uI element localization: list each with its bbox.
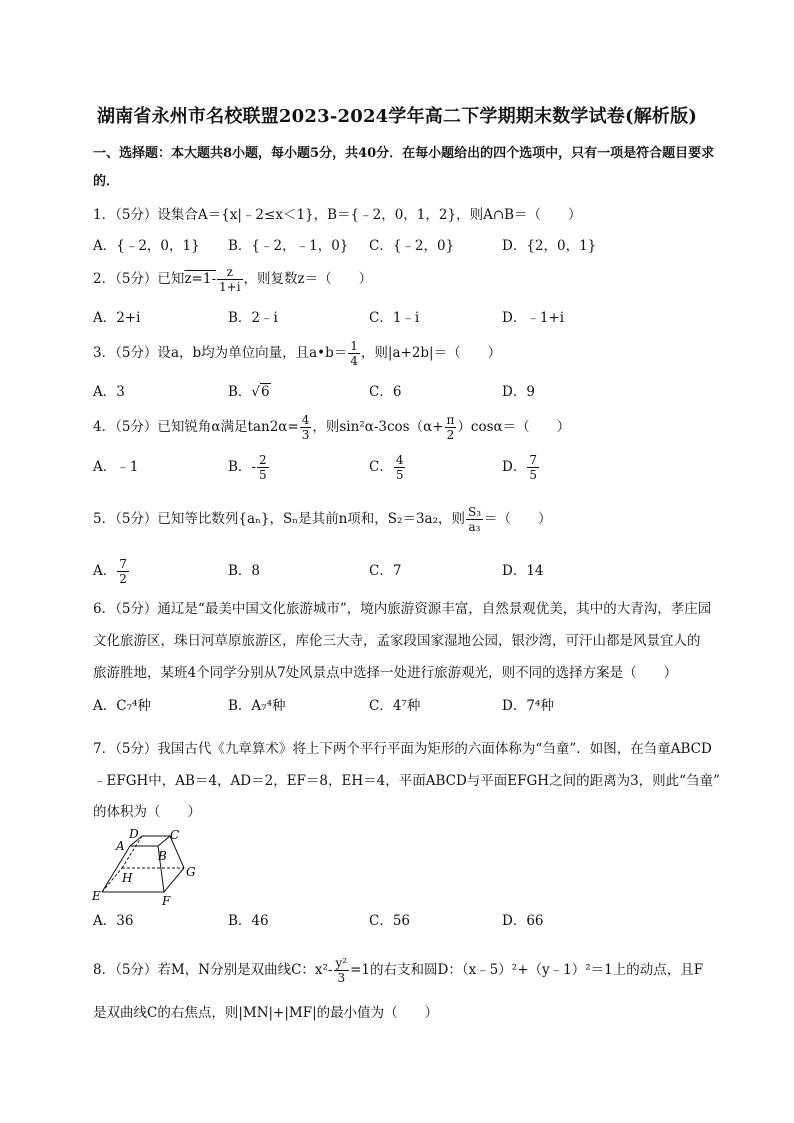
frustum-diagram (88, 826, 208, 906)
question-1: 1．（5分）设集合A＝{x|﹣2≤x＜1}，B＝{﹣2，0，1，2}，则A∩B＝（ ） (93, 207, 582, 223)
q7-option-d[interactable]: D．66 (502, 913, 544, 929)
q4-option-b-label: B． (228, 459, 252, 475)
q4-option-a[interactable]: A．﹣1 (93, 459, 139, 475)
q3-option-a[interactable]: A．3 (93, 384, 125, 400)
question-7-line-3: 的体积为（ ） (93, 804, 201, 820)
q5-option-a-den: 2 (119, 572, 127, 586)
q5-fraction (466, 505, 483, 534)
q2-option-a[interactable]: A．2+i (93, 310, 141, 326)
q4-option-c-num: 4 (395, 453, 404, 467)
question-7-options (93, 906, 723, 936)
q2-option-c[interactable]: C．1﹣i (369, 310, 420, 326)
q3-option-c[interactable]: C．6 (369, 384, 402, 400)
q3-frac-num: 1 (350, 339, 358, 353)
q1-option-c[interactable]: C．{﹣2，0} (369, 238, 455, 254)
question-4 (93, 412, 723, 442)
q3-option-b-label: B． (228, 384, 252, 400)
q6-option-b[interactable]: B．A₇⁴种 (228, 698, 286, 714)
q2-frac-den: 1+i (219, 280, 241, 294)
q4-option-d-fraction (527, 453, 539, 482)
q5-frac-den: a₃ (468, 520, 481, 534)
label-g: G (186, 865, 196, 879)
q5-option-d[interactable]: D．14 (502, 563, 544, 579)
q3-fraction (348, 339, 360, 368)
q2-frac-num: z (217, 265, 243, 280)
question-6-options (93, 691, 723, 721)
label-b: B (158, 849, 167, 863)
q4-option-b-den: 5 (258, 468, 267, 482)
q4-option-c[interactable] (369, 452, 406, 482)
q4-expr-a: ，则sin²α-3cos（α+ (312, 419, 444, 435)
q4-pi-num: π (446, 413, 455, 427)
q8-hyp: x²- (314, 962, 333, 978)
q8-hyp-den: 3 (337, 971, 346, 985)
q5-option-c[interactable]: C．7 (369, 563, 402, 579)
q1-option-a[interactable]: A．{﹣2，0，1} (93, 238, 200, 254)
q3-option-b-radicand: 6 (261, 384, 270, 400)
q4-option-b-sign: - (251, 459, 256, 475)
question-4-options (93, 452, 723, 482)
question-6-line-1: 6．（5分）通辽是“最美中国文化旅游城市”，境内旅游资源丰富，自然景观优美，其中的大青沟，孝庄园 (93, 601, 712, 617)
q3-option-d[interactable]: D．9 (502, 384, 535, 400)
q4-prefix: 4．（5分）已知锐角α满足 (93, 419, 248, 435)
q2-suffix: ，则复数z＝（ ） (243, 271, 373, 287)
q3-suffix: ，则|a+2b|＝（ ） (360, 345, 502, 361)
label-a: A (116, 839, 125, 853)
q2-option-b[interactable]: B．2﹣i (228, 310, 278, 326)
question-6-line-2: 文化旅游区，珠日河草原旅游区，库伦三大寺，孟家段国家湿地公园，银沙湾，可汗山都是风景宜人的 (93, 633, 701, 649)
q3-option-b[interactable] (228, 377, 271, 407)
q7-option-c[interactable]: C．56 (369, 913, 411, 929)
q4-option-d-label: D． (502, 459, 527, 475)
question-3-options (93, 377, 723, 407)
q2-option-d[interactable]: D．﹣1+i (502, 310, 565, 326)
q4-expr-b: ）cosα＝（ ） (457, 419, 571, 435)
question-8-line-2: 是双曲线C的右焦点，则|MN|+|MF|的最小值为（ ） (93, 1005, 439, 1021)
q5-option-a-fraction (117, 557, 129, 586)
q3-mid: a，b均为单位向量，且a•b＝ (170, 345, 348, 361)
question-7-line-2: ﹣EFGH中，AB＝4，AD＝2，EF＝8，EH＝4，平面ABCD与平面EFGH之间的距离为3，则此“刍童” (93, 773, 720, 789)
question-2 (93, 264, 723, 294)
label-c: C (170, 828, 180, 842)
question-6-line-3: 旅游胜地，某班4个同学分别从7处风景点中选择一处进行旅游观光，则不同的选择方案是（ ） (93, 665, 678, 681)
q5-option-a-num: 7 (119, 557, 127, 571)
q2-fraction (217, 265, 243, 294)
q7-option-b[interactable]: B．46 (228, 913, 269, 929)
q3-frac-den: 4 (350, 354, 358, 368)
q4-option-b-num: 2 (258, 453, 267, 467)
label-e: E (92, 889, 101, 903)
q4-tan-lhs: tan2α= (247, 419, 299, 435)
label-f: F (162, 894, 171, 906)
frustum-figure (88, 826, 208, 906)
label-h: H (122, 871, 133, 885)
q4-option-c-den: 5 (395, 468, 404, 482)
page-title: 湖南省永州市名校联盟2023-2024学年高二下学期期末数学试卷(解析版) (96, 106, 698, 127)
q3-prefix: 3．（5分）设 (93, 345, 171, 361)
section-heading: 一、选择题：本大题共8小题，每小题5分，共40分．在每小题给出的四个选项中，只有一项是符合题目要求的． (93, 146, 715, 189)
q4-pi-fraction (445, 413, 457, 442)
q8-prefix: 8．（5分）若M，N分别是双曲线C： (93, 962, 315, 978)
q1-option-d[interactable]: D．{2，0，1} (502, 238, 597, 254)
question-3 (93, 338, 723, 368)
question-8-line-1 (93, 955, 723, 985)
q8-hyp-num: y² (335, 956, 348, 970)
q6-option-d[interactable]: D．7⁴种 (502, 698, 554, 714)
q6-option-c[interactable]: C．4⁷种 (369, 698, 421, 714)
q2-prefix: 2．（5分）已知 (93, 271, 185, 287)
q7-option-a[interactable]: A．36 (93, 913, 134, 929)
q8-suffix: 的右支和圆D：（x﹣5）²+（y﹣1）²＝1上的动点，且F (370, 962, 704, 978)
q4-option-d-num: 7 (529, 453, 537, 467)
q4-option-d-den: 5 (529, 468, 537, 482)
q4-tan-fraction (300, 413, 312, 442)
question-5-options (93, 556, 723, 586)
q8-eq: =1 (350, 962, 370, 978)
q4-tan-num: 4 (301, 413, 310, 427)
q4-option-c-fraction (394, 453, 406, 482)
q5-option-b[interactable]: B．8 (228, 563, 261, 579)
q4-option-c-label: C． (369, 459, 393, 475)
q2-lhs: z=1- (184, 271, 217, 287)
label-d: D (129, 827, 139, 841)
q5-prefix: 5．（5分）已知等比数列{aₙ}，Sₙ是其前n项和，S₂＝3a₂，则 (93, 511, 465, 527)
q1-option-b[interactable]: B．{﹣2，﹣1，0} (228, 238, 349, 254)
sqrt-icon: √6 (251, 384, 270, 400)
q6-option-a[interactable]: A．C₇⁴种 (93, 698, 151, 714)
q4-option-b[interactable] (228, 452, 270, 482)
q5-suffix: ＝（ ） (484, 511, 552, 527)
q5-frac-num: S₃ (468, 505, 482, 519)
q4-tan-den: 3 (301, 428, 310, 442)
q4-option-b-fraction (257, 453, 269, 482)
question-1-options (93, 231, 723, 261)
q8-hyp-fraction (334, 956, 350, 985)
question-7-line-1: 7．（5分）我国古代《九章算术》将上下两个平行平面为矩形的六面体称为“刍童”．如图，在刍童ABCD (93, 741, 712, 757)
question-5 (93, 504, 723, 534)
q5-option-a-label: A． (93, 563, 117, 579)
q4-option-d[interactable] (502, 452, 540, 482)
q5-option-a[interactable] (93, 556, 130, 586)
question-2-options (93, 303, 723, 333)
q4-pi-den: 2 (446, 428, 455, 442)
